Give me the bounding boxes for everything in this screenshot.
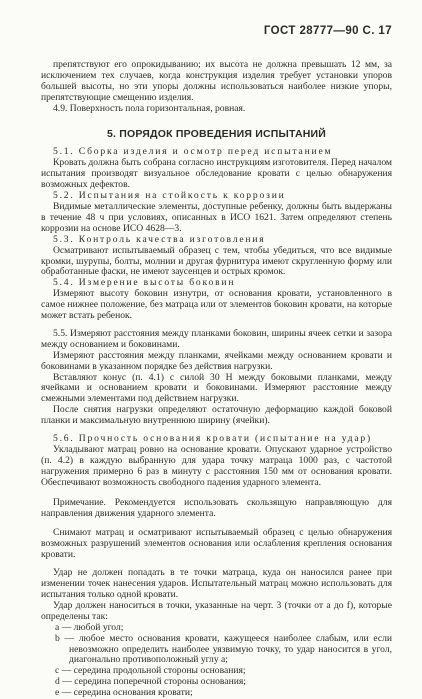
document-body <box>41 60 392 699</box>
paragraph: Вставляют конус (п. 4.1) с силой 30 Н между боковыми планками, между ячейками и основанием кровати и боковинами. Измеряют расстояние между смежными элементами под действием нагрузки. <box>41 371 392 405</box>
paragraph: Измеряют расстояния между планками, ячейками между основанием кровати и боковинами в указанном порядке без действия нагрузки. <box>41 349 392 372</box>
paragraph: Удар не должен попадать в те точки матраца, куда он наносился ранее при изменении точек нанесения ударов. Испытательный матрац можно использовать для испытания только одной кровати. <box>41 567 392 600</box>
subsection-heading: 5.4. Измерение высоты боковин <box>53 277 236 289</box>
paragraph: Укладывают матрац ровно на основание кровати. Опускают ударное устройство (п. 4.2) в каждую выбранную для удара точку матраца 1000 раз, с частотой нагружения примерно 6 раз в минуту с расстояния 150 мм от основания кровати. Обеспечивают возможность свободного падения ударного элемента. <box>41 444 392 488</box>
list-item: e — середина основания кровати; <box>55 687 193 699</box>
section-title: 5. ПОРЯДОК ПРОВЕДЕНИЯ ИСПЫТАНИЙ <box>106 127 327 140</box>
note: Примечание. Рекомендуется использовать скользящую направляющую для направления движения ударного элемента. <box>41 496 392 519</box>
paragraph: Видимые металлические элементы, доступные ребенку, должны быть выдержаны в течение 48 ч при условиях, описанных в ИСО 1621. Затем определяют степень коррозии на основе ИСО 4628—3. <box>41 200 392 234</box>
list-item: b — любое место основания кровати, кажущееся наиболее слабым, или если невозможно определить наиболее уязвимую точку, то удар наносится в угол, диагонально противоположный углу a; <box>55 632 392 666</box>
subsection-heading: 5.3. Контроль качества изготовления <box>53 233 266 245</box>
page-header: ГОСТ 28777—90 С. 17 <box>263 25 392 37</box>
list-item: d — середина поперечной стороны основания; <box>55 676 246 688</box>
list-item: c — середина продольной стороны основания; <box>55 665 246 677</box>
paragraph: Осматривают испытываемый образец с тем, чтобы убедиться, что все видимые кромки, шурупы, болты, молнии и другая фурнитура имеют скругленную форму или обработанные фаски, не имеют заусенцев и острых кромок. <box>41 244 392 278</box>
subsection-heading: 5.1. Сборка изделия и осмотр перед испытанием <box>53 146 333 158</box>
paragraph: Удар должен наноситься в точки, указанные на черт. 3 (точки от a до f), которые определены так: <box>41 599 392 622</box>
subsection-heading: 5.6. Прочность основания кровати (испытание на удар) <box>53 433 373 445</box>
paragraph: После снятия нагрузки определяют остаточную деформацию каждой боковой планки и максимальную внутреннюю ширину (ячейки). <box>41 404 392 427</box>
paragraph: Кровать должна быть собрана согласно инструкциям изготовителя. Перед началом испытания производят визуальное обследование кровати с целью обнаружения возможных дефектов. <box>41 157 392 191</box>
paragraph: Снимают матрац и осматривают испытываемый образец с целью обнаружения возможных разрушений элементов основания или ослабления крепления основания кровати. <box>41 527 392 561</box>
paragraph: Измеряют высоту боковин изнутри, от основания кровати, установленного в самое нижнее положение, без матраца или от элементов боковин кровати, на которые может встать ребенок. <box>41 288 392 322</box>
list-item: a — любой угол; <box>55 621 124 633</box>
paragraph: 5.5. Измеряют расстояния между планками боковин, ширины ячеек сетки и зазора между основанием и боковинами. <box>41 327 392 350</box>
paragraph: препятствуют его опрокидыванию; их высота не должна превышать 12 мм, за исключением тех случаев, когда конструкция изделия требует установки упоров большей высоты, но эти упоры должны использоваться наиболее низкие упоры, препятствующие смещению изделия. <box>41 59 392 103</box>
paragraph: 4.9. Поверхность пола горизонтальная, ровная. <box>53 102 246 114</box>
subsection-heading: 5.2. Испытания на стойкость к коррозии <box>53 190 286 202</box>
